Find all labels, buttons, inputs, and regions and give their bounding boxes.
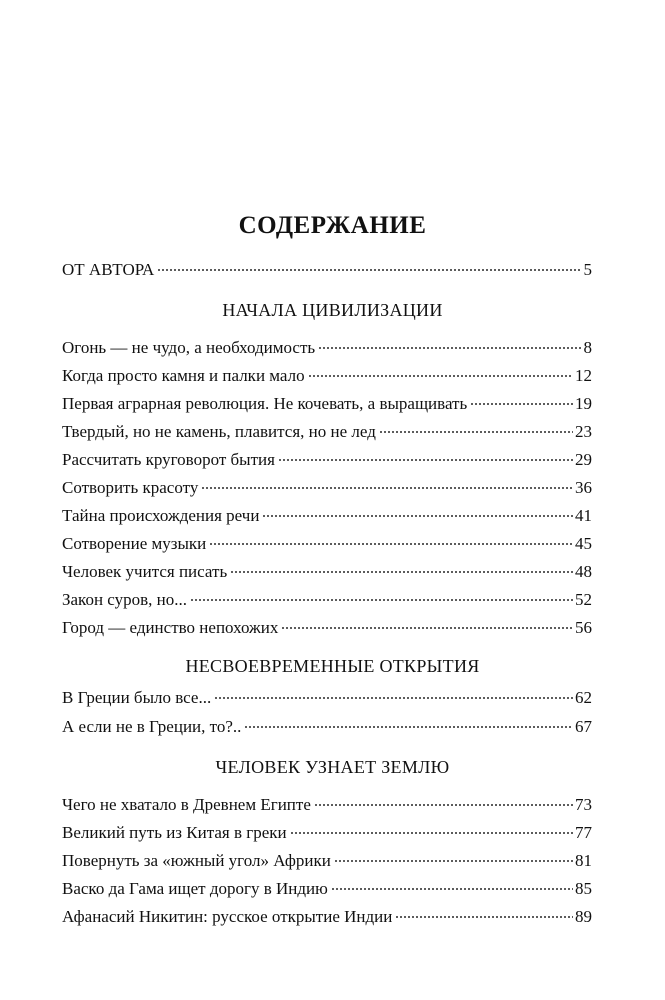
toc-entry[interactable] (62, 506, 592, 528)
toc-entry-label: Закон суров, но... (62, 590, 188, 609)
toc-entry-page: 73 (575, 795, 592, 814)
page-title: СОДЕРЖАНИЕ (238, 212, 427, 239)
toc-entry[interactable] (62, 478, 592, 500)
toc-entry-label: В Греции было все... (62, 688, 212, 707)
toc-entry-page: 77 (575, 823, 592, 842)
toc-entry-label: Сотворить красоту (62, 478, 199, 497)
toc-entry[interactable] (62, 688, 592, 710)
toc-entry-label: ОТ АВТОРА (62, 260, 155, 279)
toc-entry[interactable] (62, 907, 592, 929)
toc-entry[interactable] (62, 717, 592, 739)
dot-leader (331, 887, 573, 891)
dot-leader (334, 859, 573, 863)
toc-entry-page: 19 (575, 394, 592, 413)
toc-entry-label: Огонь — не чудо, а необходимость (62, 338, 316, 357)
toc-entry-label: Рассчитать круговорот бытия (62, 450, 275, 469)
dot-leader (318, 346, 581, 350)
toc-entry[interactable] (62, 450, 592, 472)
toc-entry-label: Сотворение музыки (62, 534, 207, 553)
dot-leader (308, 374, 573, 378)
dot-leader (209, 542, 573, 546)
dot-leader (281, 626, 573, 630)
toc-entry-page: 48 (575, 562, 592, 581)
dot-leader (278, 458, 573, 462)
dot-leader (470, 402, 573, 406)
dot-leader (262, 514, 573, 518)
toc-entry[interactable] (62, 879, 592, 901)
toc-entry-label: Человек учится писать (62, 562, 228, 581)
dot-leader (379, 430, 573, 434)
toc-entry-page: 89 (575, 907, 592, 926)
toc-entry-intro[interactable] (62, 260, 592, 282)
section-heading: НЕСВОЕВРЕМЕННЫЕ ОТКРЫТИЯ (185, 656, 480, 676)
toc-entry[interactable] (62, 851, 592, 873)
toc-entry-page: 85 (575, 879, 592, 898)
dot-leader (157, 268, 581, 272)
toc-entry-page: 23 (575, 422, 592, 441)
dot-leader (244, 725, 573, 729)
toc-entry-label: Повернуть за «южный угол» Африки (62, 851, 331, 870)
toc-entry[interactable] (62, 590, 592, 612)
toc-entry-page: 5 (583, 260, 592, 279)
toc-entry[interactable] (62, 562, 592, 584)
toc-entry[interactable] (62, 823, 592, 845)
toc-entry-page: 62 (575, 688, 592, 707)
toc-entry-page: 12 (575, 366, 592, 385)
toc-entry-page: 8 (583, 338, 592, 357)
dot-leader (201, 486, 573, 490)
toc-entry-label: Васко да Гама ищет дорогу в Индию (62, 879, 328, 898)
toc-entry-page: 67 (575, 717, 592, 736)
toc-entry[interactable] (62, 422, 592, 444)
toc-entry[interactable] (62, 366, 592, 388)
toc-entry[interactable] (62, 394, 592, 416)
toc-entry-page: 36 (575, 478, 592, 497)
toc-entry-label: Чего не хватало в Древнем Египте (62, 795, 311, 814)
dot-leader (290, 831, 573, 835)
section-heading: НАЧАЛА ЦИВИЛИЗАЦИИ (222, 300, 443, 320)
toc-entry-label: Великий путь из Китая в греки (62, 823, 287, 842)
toc-entry-page: 29 (575, 450, 592, 469)
toc-entry-page: 81 (575, 851, 592, 870)
toc-entry-label: Тайна происхождения речи (62, 506, 260, 525)
toc-entry-page: 52 (575, 590, 592, 609)
toc-entry[interactable] (62, 795, 592, 817)
toc-entry-label: Афанасий Никитин: русское открытие Индии (62, 907, 393, 926)
toc-entry-label: Город — единство непохожих (62, 618, 279, 637)
toc-entry-label: А если не в Греции, то?.. (62, 717, 242, 736)
toc-entry-label: Твердый, но не камень, плавится, но не лед (62, 422, 376, 441)
dot-leader (314, 803, 573, 807)
toc-entry[interactable] (62, 534, 592, 556)
toc-entry[interactable] (62, 338, 592, 360)
toc-entry-page: 41 (575, 506, 592, 525)
toc-entry-page: 45 (575, 534, 592, 553)
section-heading: ЧЕЛОВЕК УЗНАЕТ ЗЕМЛЮ (215, 757, 450, 777)
toc-entry-page: 56 (575, 618, 592, 637)
dot-leader (395, 915, 573, 919)
toc-entry[interactable] (62, 618, 592, 640)
toc-entry-label: Когда просто камня и палки мало (62, 366, 305, 385)
dot-leader (230, 570, 573, 574)
dot-leader (214, 696, 573, 700)
toc-entry-label: Первая аграрная революция. Не кочевать, а выращивать (62, 394, 468, 413)
dot-leader (190, 598, 573, 602)
